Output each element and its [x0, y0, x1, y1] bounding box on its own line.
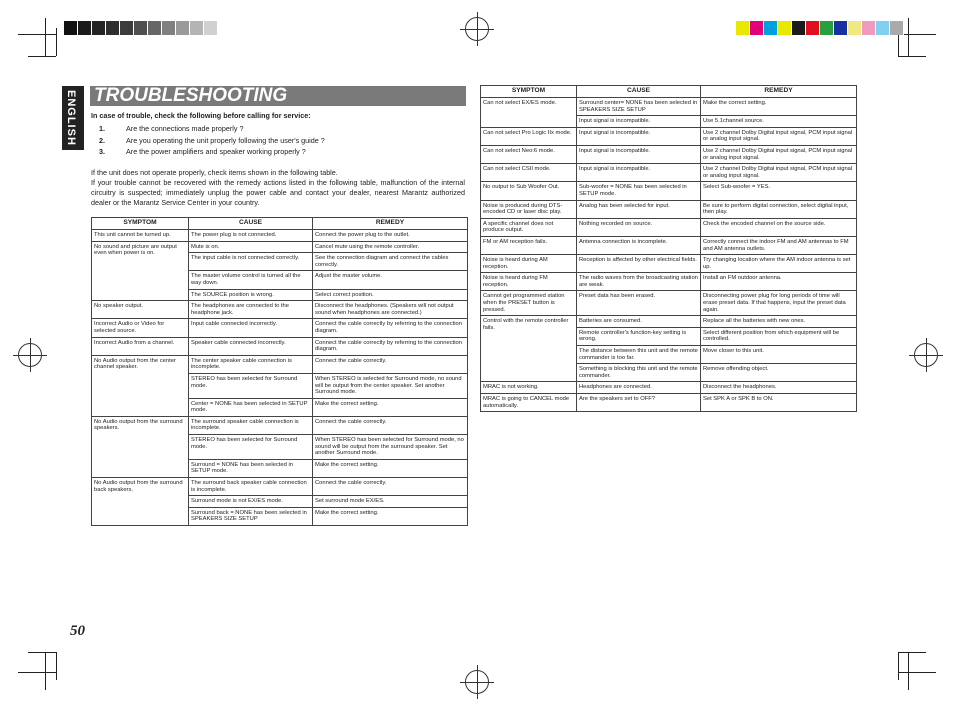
registration-mark: [914, 343, 938, 367]
troubleshooting-table-right: [480, 85, 857, 412]
cause-cell: Input cable connected incorrectly.: [189, 319, 313, 337]
col-header-remedy: REMEDY: [313, 218, 468, 230]
remedy-cell: Cancel mute using the remote controller.: [313, 241, 468, 253]
color-swatch: [834, 21, 848, 35]
remedy-cell: Make the correct setting.: [313, 459, 468, 477]
symptom-cell: No speaker output.: [92, 301, 189, 319]
color-swatch: [862, 21, 876, 35]
color-swatch: [792, 21, 806, 35]
remedy-cell: Connect the cable correctly by referring to the connection diagram.: [313, 319, 468, 337]
table-row: [92, 478, 468, 496]
color-swatch: [148, 21, 162, 35]
color-swatch: [106, 21, 120, 35]
color-swatch: [204, 21, 218, 35]
cause-cell: Speaker cable connected incorrectly.: [189, 337, 313, 355]
remedy-cell: Correctly connect the indoor FM and AM antennas to FM and AM antenna outlets.: [701, 236, 857, 254]
cause-cell: Input signal is incompatible.: [577, 145, 701, 163]
table-row: [481, 200, 857, 218]
remedy-cell: Select Sub-woofer = YES.: [701, 182, 857, 200]
table-row: [481, 98, 857, 116]
table-row: [481, 218, 857, 236]
table-row: [481, 273, 857, 291]
remedy-cell: Disconnect the headphones.: [701, 382, 857, 394]
intro-heading: In case of trouble, check the following before calling for service:: [91, 111, 311, 120]
color-swatch: [820, 21, 834, 35]
symptom-cell: Noise is heard during AM reception.: [481, 255, 577, 273]
cause-cell: The input cable is not connected correctly.: [189, 253, 313, 271]
symptom-cell: Incorrect Audio or Video for selected source.: [92, 319, 189, 337]
remedy-cell: See the connection diagram and connect the cables correctly.: [313, 253, 468, 271]
symptom-cell: No Audio output from the center channel speaker.: [92, 355, 189, 416]
color-swatch: [92, 21, 106, 35]
col-header-symptom: SYMPTOM: [481, 86, 577, 98]
table-row: [92, 241, 468, 253]
cause-cell: Headphones are connected.: [577, 382, 701, 394]
remedy-cell: Make the correct setting.: [313, 507, 468, 525]
symptom-cell: Can not select EX/ES mode.: [481, 98, 577, 128]
symptom-cell: Control with the remote controller fails.: [481, 316, 577, 382]
symptom-cell: Can not select CSII mode.: [481, 164, 577, 182]
color-swatch: [162, 21, 176, 35]
check-num: 1.: [99, 124, 105, 133]
symptom-cell: This unit cannot be turned up.: [92, 230, 189, 242]
instruction-paragraph: If your trouble cannot be recovered with the remedy actions listed in the following table, malfunction of the internal circuitry is suspected; immediately unplug the power cable and contact your dealer, nearest Marantz authorized dealer or the Marantz Service Center in your country.: [91, 178, 465, 207]
color-swatch: [736, 21, 750, 35]
check-num: 2.: [99, 136, 105, 145]
color-swatch: [876, 21, 890, 35]
check-num: 3.: [99, 147, 105, 156]
color-swatch: [134, 21, 148, 35]
cause-cell: Center = NONE has been selected in SETUP mode.: [189, 398, 313, 416]
color-swatch: [848, 21, 862, 35]
language-label: ENGLISH: [65, 90, 77, 146]
check-text: Are the power amplifiers and speaker working properly ?: [126, 147, 306, 156]
symptom-cell: MRAC is going to CANCEL mode automatically.: [481, 394, 577, 412]
color-swatches-color: [736, 21, 904, 35]
instruction-paragraph: If the unit does not operate properly, check items shown in the following table.: [91, 168, 338, 177]
symptom-cell: No sound and picture are output even when power is on.: [92, 241, 189, 301]
symptom-cell: MRAC is not working.: [481, 382, 577, 394]
color-swatch: [890, 21, 904, 35]
remedy-cell: Disconnect the headphones. (Speakers will not output sound when headphones are connected.): [313, 301, 468, 319]
table-row: [481, 255, 857, 273]
crop-mark: [28, 56, 56, 57]
remedy-cell: Make the correct setting.: [313, 398, 468, 416]
table-row: [481, 182, 857, 200]
col-header-cause: CAUSE: [577, 86, 701, 98]
table-row: [92, 337, 468, 355]
col-header-remedy: REMEDY: [701, 86, 857, 98]
cause-cell: Antenna connection is incomplete.: [577, 236, 701, 254]
page-number: 50: [70, 623, 85, 639]
remedy-cell: When STEREO is selected for Surround mode, no sound will be output from the center speaker. Set another Surround mode.: [313, 373, 468, 398]
cause-cell: Nothing recorded on source.: [577, 218, 701, 236]
symptom-cell: A specific channel does not produce output.: [481, 218, 577, 236]
remedy-cell: When STEREO has been selected for Surround mode, no sound will be output from the surround speaker. Set another Surround mode.: [313, 435, 468, 460]
crop-mark: [908, 652, 909, 690]
symptom-cell: Noise is heard during FM reception.: [481, 273, 577, 291]
table-row: [481, 382, 857, 394]
symptom-cell: Noise is produced during DTS-encoded CD or laser disc play.: [481, 200, 577, 218]
cause-cell: Batteries are consumed.: [577, 316, 701, 328]
remedy-cell: Remove offending object.: [701, 364, 857, 382]
symptom-cell: Cannot get programmed station when the PRESET button is pressed.: [481, 291, 577, 316]
cause-cell: The distance between this unit and the remote commander is too far.: [577, 346, 701, 364]
crop-mark: [45, 652, 46, 690]
remedy-cell: Make the correct setting.: [701, 98, 857, 116]
remedy-cell: Use 5.1channel source.: [701, 116, 857, 128]
cause-cell: Surround mode is not EX/ES mode.: [189, 496, 313, 508]
table-row: [481, 127, 857, 145]
col-header-cause: CAUSE: [189, 218, 313, 230]
cause-cell: The headphones are connected to the headphone jack.: [189, 301, 313, 319]
color-swatch: [764, 21, 778, 35]
table-row: [92, 355, 468, 373]
check-text: Are the connections made properly ?: [126, 124, 244, 133]
remedy-cell: Use 2 channel Dolby Digital input signal, PCM input signal or analog input signal.: [701, 145, 857, 163]
title-bar: [90, 86, 466, 106]
table-row: [92, 230, 468, 242]
cause-cell: Reception is affected by other electrical fields.: [577, 255, 701, 273]
remedy-cell: Connect the cable correctly by referring to the connection diagram.: [313, 337, 468, 355]
cause-cell: The surround speaker cable connection is incomplete.: [189, 416, 313, 434]
table-row: [92, 301, 468, 319]
language-tab: [62, 86, 84, 150]
color-swatch: [750, 21, 764, 35]
crop-mark: [898, 56, 926, 57]
table-row: [481, 145, 857, 163]
remedy-cell: Disconnecting power plug for long periods of time will erase preset data. If that happens, input the preset data again.: [701, 291, 857, 316]
crop-mark: [56, 652, 57, 680]
color-swatch: [190, 21, 204, 35]
cause-cell: Surround = NONE has been selected in SETUP mode.: [189, 459, 313, 477]
cause-cell: The SOURCE position is wrong.: [189, 289, 313, 301]
crop-mark: [898, 652, 926, 653]
remedy-cell: Set SPK A or SPK B to ON.: [701, 394, 857, 412]
crop-mark: [45, 18, 46, 56]
table-row: [92, 319, 468, 337]
color-swatch: [806, 21, 820, 35]
cause-cell: Input signal is incompatible.: [577, 127, 701, 145]
remedy-cell: Try changing location where the AM indoor antenna is set up.: [701, 255, 857, 273]
page-title: TROUBLESHOOTING: [94, 85, 288, 106]
cause-cell: Remote controller's function-key setting is wrong.: [577, 327, 701, 345]
remedy-cell: Install an FM outdoor antenna.: [701, 273, 857, 291]
remedy-cell: Connect the power plug to the outlet.: [313, 230, 468, 242]
color-swatch: [176, 21, 190, 35]
remedy-cell: Select different position from which equipment will be controlled.: [701, 327, 857, 345]
symptom-cell: No Audio output from the surround back speakers.: [92, 478, 189, 526]
cause-cell: STEREO has been selected for Surround mode.: [189, 435, 313, 460]
remedy-cell: Connect the cable correctly.: [313, 416, 468, 434]
remedy-cell: Connect the cable correctly.: [313, 478, 468, 496]
remedy-cell: Be sure to perform digital connection, select digital input, then play.: [701, 200, 857, 218]
troubleshooting-table-left: [91, 217, 468, 526]
color-swatch: [778, 21, 792, 35]
symptom-cell: No Audio output from the surround speakers.: [92, 416, 189, 477]
remedy-cell: Use 2 channel Dolby Digital input signal, PCM input signal or analog input signal.: [701, 164, 857, 182]
color-swatch: [64, 21, 78, 35]
table-row: [481, 164, 857, 182]
crop-mark: [56, 28, 57, 56]
cause-cell: Something is blocking this unit and the remote commander.: [577, 364, 701, 382]
cause-cell: Input signal is incompatible.: [577, 116, 701, 128]
cause-cell: The surround back speaker cable connection is incomplete.: [189, 478, 313, 496]
crop-mark: [18, 672, 56, 673]
symptom-cell: FM or AM reception fails.: [481, 236, 577, 254]
cause-cell: Sub-woofer = NONE has been selected in SETUP mode.: [577, 182, 701, 200]
table-row: [92, 416, 468, 434]
table-row: [481, 291, 857, 316]
symptom-cell: Can not select Pro Logic IIx mode.: [481, 127, 577, 145]
crop-mark: [898, 672, 936, 673]
registration-mark: [465, 17, 489, 41]
table-row: [481, 316, 857, 328]
color-swatches-gray: [64, 21, 218, 35]
symptom-cell: No output to Sub Woofer Out.: [481, 182, 577, 200]
cause-cell: Are the speakers set to OFF?: [577, 394, 701, 412]
cause-cell: Surround center= NONE has been selected in SPEAKERS SIZE SETUP: [577, 98, 701, 116]
remedy-cell: Set surround mode EX/ES.: [313, 496, 468, 508]
cause-cell: The power plug is not connected.: [189, 230, 313, 242]
cause-cell: Surround back = NONE has been selected in SPEAKERS SIZE SETUP: [189, 507, 313, 525]
cause-cell: Mute is on.: [189, 241, 313, 253]
crop-mark: [908, 18, 909, 56]
registration-mark: [465, 670, 489, 694]
table-row: [481, 236, 857, 254]
cause-cell: The center speaker cable connection is incomplete.: [189, 355, 313, 373]
cause-cell: Analog has been selected for input.: [577, 200, 701, 218]
col-header-symptom: SYMPTOM: [92, 218, 189, 230]
remedy-cell: Replace all the batteries with new ones.: [701, 316, 857, 328]
remedy-cell: Check the encoded channel on the source side.: [701, 218, 857, 236]
cause-cell: The radio waves from the broadcasting station are weak.: [577, 273, 701, 291]
color-swatch: [78, 21, 92, 35]
remedy-cell: Select correct position.: [313, 289, 468, 301]
remedy-cell: Connect the cable correctly.: [313, 355, 468, 373]
crop-mark: [18, 34, 56, 35]
remedy-cell: Use 2 channel Dolby Digital input signal, PCM input signal or analog input signal.: [701, 127, 857, 145]
color-swatch: [120, 21, 134, 35]
cause-cell: Preset data has been erased.: [577, 291, 701, 316]
cause-cell: STEREO has been selected for Surround mode.: [189, 373, 313, 398]
cause-cell: Input signal is incompatible.: [577, 164, 701, 182]
registration-mark: [18, 343, 42, 367]
check-text: Are you operating the unit properly following the user's guide ?: [126, 136, 325, 145]
cause-cell: The master volume control is turned all the way down.: [189, 271, 313, 289]
crop-mark: [898, 652, 899, 680]
symptom-cell: Can not select Neo:6 mode.: [481, 145, 577, 163]
remedy-cell: Move closer to this unit.: [701, 346, 857, 364]
table-row: [481, 394, 857, 412]
remedy-cell: Adjust the master volume.: [313, 271, 468, 289]
crop-mark: [28, 652, 56, 653]
symptom-cell: Incorrect Audio from a channel.: [92, 337, 189, 355]
